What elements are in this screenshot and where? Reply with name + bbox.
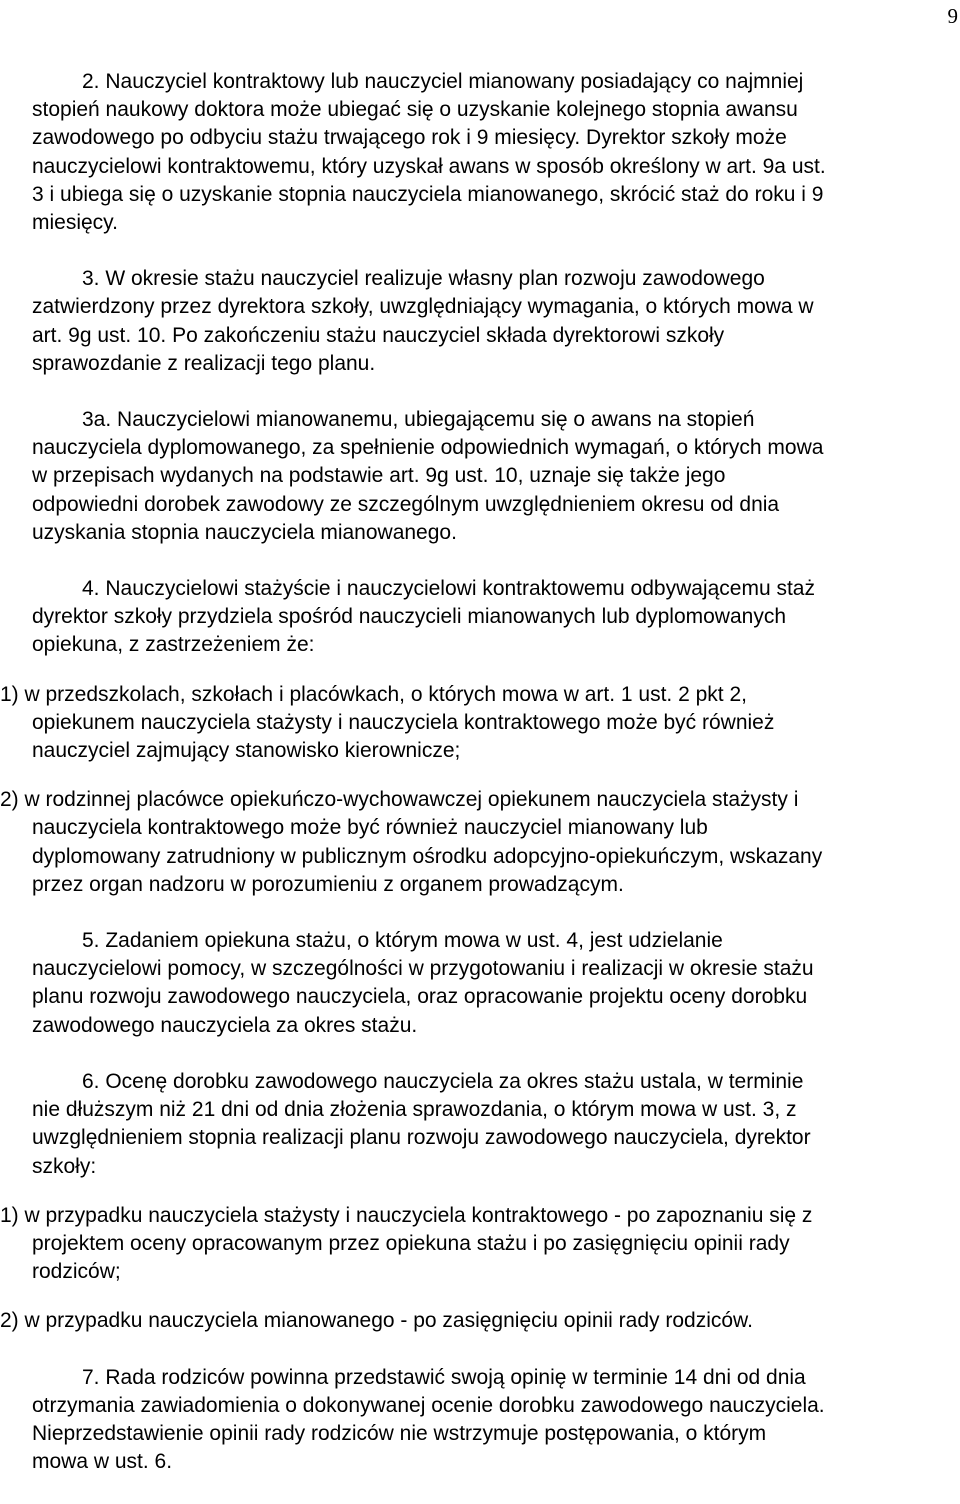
paragraph-6-lead: 6. Ocenę dorobku zawodowego nauczyciela za okres stażu ustala, w terminie nie dłuższym niż 21 dni od dnia złożenia sprawozdania, o którym mowa w ust. 3, z uwzględnieniem stopnia realizacji planu rozwoju zawodowego nauczyciela, dyrektor szkoły:	[32, 1069, 811, 1178]
paragraph-3a: 3a. Nauczycielowi mianowanemu, ubiegającemu się o awans na stopień nauczyciela dyplomowanego, za spełnienie odpowiednich wymagań, o których mowa w przepisach wydanych na podstawie art. 9g ust. 10, uznaje się także jego odpowiedni dorobek zawodowy ze szczególnym uwzględnieniem okresu od dnia uzyskania stopnia nauczyciela mianowanego.	[32, 408, 824, 544]
paragraph-3: 3. W okresie stażu nauczyciel realizuje własny plan rozwoju zawodowego zatwierdzony przez dyrektora szkoły, uwzględniający wymagania, o których mowa w art. 9g ust. 10. Po zakończeniu stażu nauczyciel składa dyrektorowi szkoły sprawozdanie z realizacji tego planu.	[32, 267, 814, 375]
paragraph-7: 7. Rada rodziców powinna przedstawić swoją opinię w terminie 14 dni od dnia otrzymania zawiadomienia o dokonywanej ocenie dorobku zawodowego nauczyciela. Nieprzedstawienie opinii rady rodziców nie wstrzymuje postępowania, o którym mowa w ust. 6.	[32, 1365, 825, 1474]
paragraph-5: 5. Zadaniem opiekuna stażu, o którym mowa w ust. 4, jest udzielanie nauczycielowi pomocy, w szczególności w przygotowaniu i realizacji w okresie stażu planu rozwoju zawodowego nauczyciela, oraz opracowanie projektu oceny dorobku zawodowego nauczyciela za okres stażu.	[32, 929, 814, 1037]
list-item-4-1: 1) w przedszkolach, szkołach i placówkach, o których mowa w art. 1 ust. 2 pkt 2, opiekunem nauczyciela stażysty i nauczyciela kontraktowego może być również nauczyciel zajmujący stanowisko kierownicze;	[0, 682, 775, 763]
list-item-6-1: 1) w przypadku nauczyciela stażysty i nauczyciela kontraktowego - po zapoznaniu się z projektem oceny opracowanym przez opiekuna stażu i po zasięgnięciu opinii rady rodziców;	[0, 1203, 813, 1284]
list-item-4-2: 2) w rodzinnej placówce opiekuńczo-wychowawczej opiekunem nauczyciela stażysty i nauczyciela kontraktowego może być również nauczyciel mianowany lub dyplomowany zatrudniony w publicznym ośrodku adopcyjno-opiekuńczym, wskazany przez organ nadzoru w porozumieniu z organem prowadzącym.	[0, 788, 823, 896]
document-body	[0, 68, 960, 1504]
section-6	[0, 1068, 960, 1336]
paragraph-4-lead: 4. Nauczycielowi stażyście i nauczycielowi kontraktowemu odbywającemu staż dyrektor szkoły przydziela spośród nauczycieli mianowanych lub dyplomowanych opiekuna, z zastrzeżeniem że:	[32, 577, 815, 657]
section-4	[0, 575, 960, 899]
page-number: 9	[947, 4, 958, 28]
paragraph-2: 2. Nauczyciel kontraktowy lub nauczyciel mianowany posiadający co najmniej stopień naukowy doktora może ubiegać się o uzyskanie kolejnego stopnia awansu zawodowego po odbyciu stażu trwającego rok i 9 miesięcy. Dyrektor szkoły może nauczycielowi kontraktowemu, który uzyskał awans w sposób określony w art. 9a ust. 3 i ubiega się o uzyskanie stopnia nauczyciela mianowanego, skrócić staż do roku i 9 miesięcy.	[32, 70, 826, 235]
list-item-6-2: 2) w przypadku nauczyciela mianowanego - po zasięgnięciu opinii rady rodziców.	[0, 1309, 753, 1333]
